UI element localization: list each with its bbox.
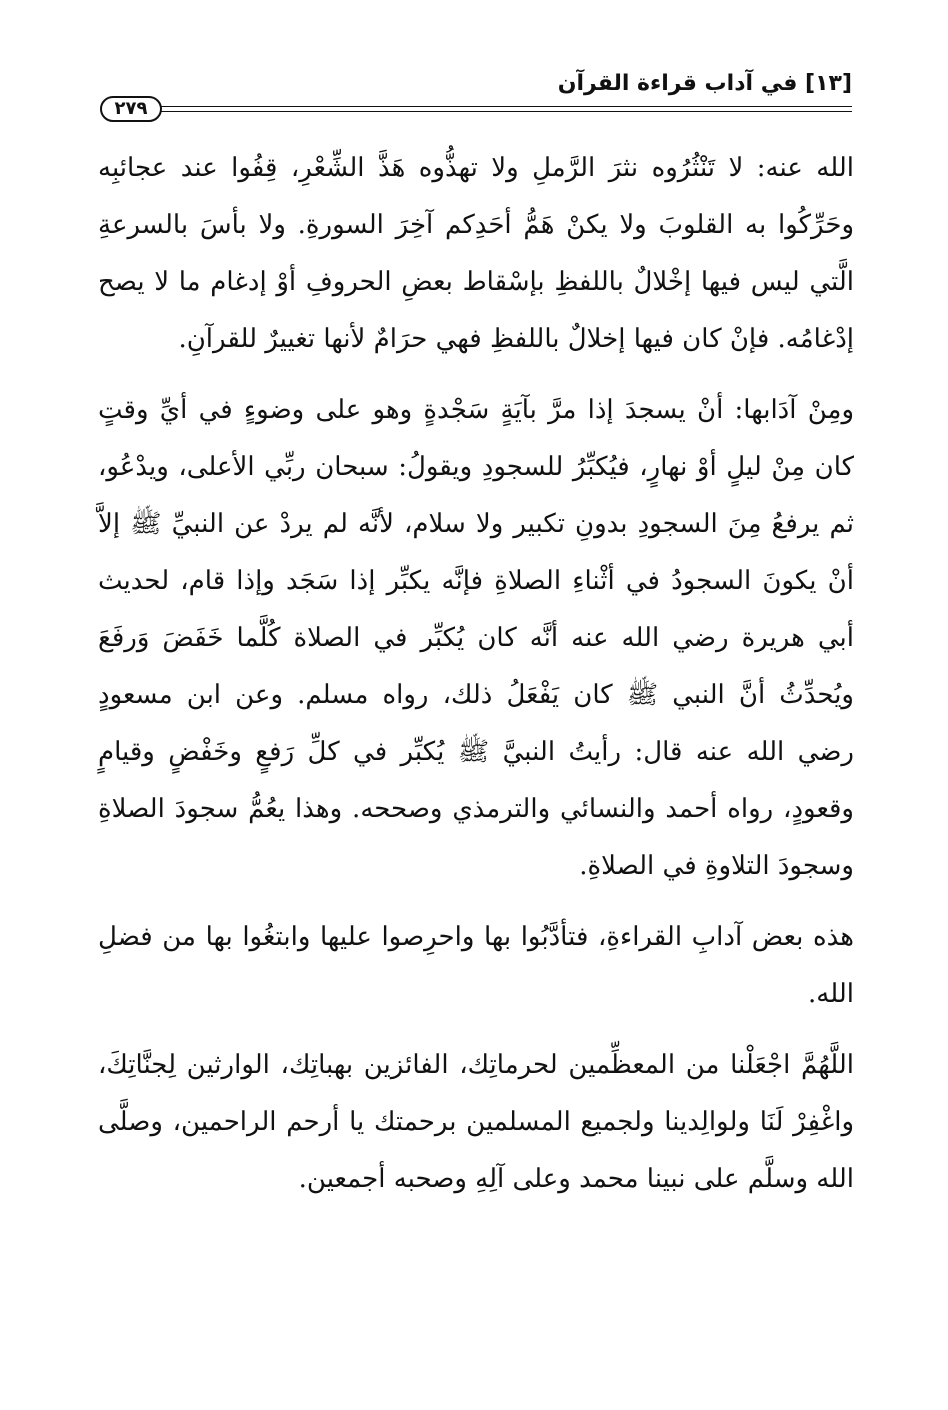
page-body (98, 140, 854, 1208)
paragraph-supplication: اللَّهُمَّ اجْعَلْنا من المعظِّمين لحرماتِك، الفائزين بهباتِك، الوارثين لِجنَّاتِكَ، واغْفِرْ لَنَا ولوالِدينا ولجميع المسلمين برحمتك يا أرحم الراحمين، وصلَّى الله وسلَّم على نبينا محمد وعلى آلِهِ وصحبه أجمعين. (98, 1050, 854, 1194)
paragraph-recitation-pace: الله عنه: لا تَنْثُرُوه نثرَ الرَّملِ ولا تهذُّوه هَذَّ الشِّعْرِ، قِفُوا عند عجائبِه وحَرِّكُوا به القلوبَ ولا يكنْ هَمُّ أحَدِكم آخِرَ السورةِ. ولا بأسَ بالسرعةِ الَّتي ليس فيها إخْلالٌ باللفظِ بإسْقاط بعضِ الحروفِ أوْ إدغام ما لا يصح إدْغامُه. فإنْ كان فيها إخلالٌ باللفظِ فهي حرَامٌ لأنها تغييرٌ للقرآنِ. (98, 153, 854, 354)
page-number: ٢٧٩ (100, 96, 162, 122)
page-header (100, 68, 852, 124)
paragraph-closing: هذه بعض آدابِ القراءةِ، فتأدَّبُوا بها واحرِصوا عليها وابتغُوا بها من فضلِ الله. (98, 922, 854, 1009)
paragraph-prostration: ومِنْ آدَابها: أنْ يسجدَ إذا مرَّ بآيَةٍ سَجْدةٍ وهو على وضوءٍ في أيِّ وقتٍ كان مِنْ ليلٍ أوْ نهارٍ، فيُكبِّرُ للسجودِ ويقولُ: سبحان ربِّي الأعلى، ويدْعُو، ثم يرفعُ مِنَ السجودِ بدونِ تكبير ولا سلام، لأنَّه لم يردْ عن النبيِّ ﷺ إلاَّ أنْ يكونَ السجودُ في أثْناءِ الصلاةِ فإنَّه يكبِّر إذا سَجَد وإذا قام، لحديث أبي هريرة رضي الله عنه أنَّه كان يُكبِّر في الصلاة كُلَّما خَفَضَ وَرفَعَ ويُحدِّثُ أنَّ النبي ﷺ كان يَفْعَلُ ذلك، رواه مسلم. وعن ابن مسعودٍ رضي الله عنه قال: رأيتُ النبيَّ ﷺ يُكبِّر في كلِّ رَفعٍ وخَفْضٍ وقيامٍ وقعودٍ، رواه أحمد والنسائي والترمذي وصححه. وهذا يعُمُّ سجودَ الصلاةِ وسجودَ التلاوةِ في الصلاةِ. (98, 395, 854, 881)
chapter-title: [١٣] في آداب قراءة القرآن (557, 71, 852, 96)
header-double-rule (160, 106, 852, 112)
